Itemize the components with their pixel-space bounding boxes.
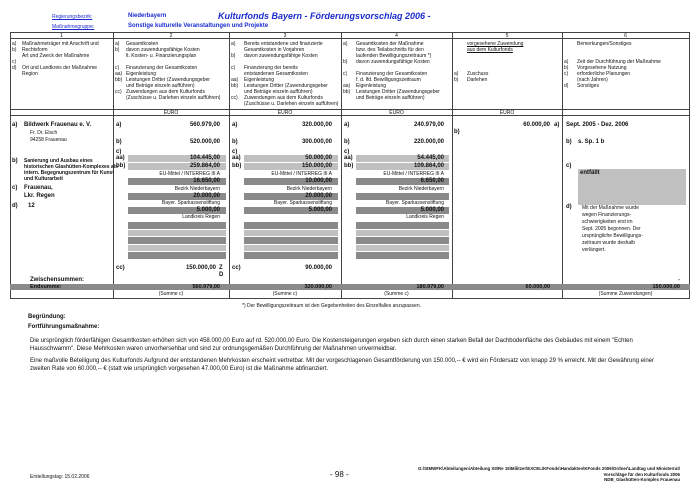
- col-number-6: 6: [624, 33, 627, 39]
- c4-eu-label: EU-Mittel / INTERREG III A: [383, 171, 444, 177]
- regierungsbezirk-value: Niederbayern: [128, 13, 167, 19]
- page-number: - 98 -: [330, 470, 349, 479]
- c2-zuwendungsfaehig: 520.000,00: [189, 139, 220, 145]
- c6-summe-label: (Summe Zuwendungen): [598, 291, 653, 297]
- euro-label-col2: EURO: [163, 110, 179, 116]
- c2-bezirk-value: 20.000,00: [193, 193, 220, 199]
- c6-planungen-value: entfällt: [580, 170, 600, 176]
- c3-eigenleistung: 50.000,00: [305, 155, 332, 161]
- euro-label-col4: EURO: [389, 110, 404, 116]
- c6-dash: -: [678, 277, 680, 283]
- begruendung-subtitle: Fortführungsmaßnahme:: [28, 324, 100, 330]
- ort: Frauenau,: [24, 185, 53, 191]
- c4-bezirk-label: Bezirk Niederbayern: [398, 186, 444, 192]
- begruendung-paragraph-2: Eine maßvolle Beteiligung des Kulturfonds Aufgrund der entstandenen Mehrkosten erscheint vertretbar. Mit der vorgeschlagenen Gesamtförderung von 150.000,-- € wird ein Fördersatz von knapp 29 % erreicht. Mit der Gewährung einer zweiten Rate von 60.000,-- € (statt wie ursprünglich vorgesehen 47.000,00 Euro) ist die Maßnahme abfinanziert.: [30, 358, 655, 372]
- col5-letters: a) b): [454, 71, 459, 83]
- c2-bezirk-label: Bezirk Niederbayern: [174, 186, 220, 192]
- erstellungstag: Erstellungstag: 15.02.2006: [30, 474, 90, 480]
- c2-eu-label: EU-Mittel / INTERREG III A: [159, 171, 220, 177]
- page-title: Kulturfonds Bayern - Förderungsvorschlag 2006 -: [218, 11, 431, 21]
- c3-endsumme: 320.000,00: [304, 284, 332, 290]
- c2-eigenleistung: 104.445,00: [189, 155, 220, 161]
- landkreis: Lkr. Regen: [24, 193, 55, 199]
- c2-zd-d: D: [219, 272, 224, 278]
- col-number-2: 2: [169, 33, 173, 39]
- footnote: *) Der Bewilligungszeitraum ist den Gegebenheiten des Einzelfalles anzupassen.: [242, 303, 421, 309]
- col-number-5: 5: [505, 33, 509, 39]
- col1-letters: a) b) c) d): [12, 41, 17, 71]
- c4-zuwendungsfaehig: 220.000,00: [413, 139, 444, 145]
- col4-header: Gesamtkosten der Maßnahme bzw. des Teilabschnitts für den laufenden Bewilligungszeitraum *) davon zuwendungsfähige Kosten Finanzierung der Gesamtkosten f. d. lfd. Bewilligungszeitraum Eigenleistung Leistungen Dritter (Zuwendungsgeber und Beträge einzeln aufführen): [356, 41, 440, 101]
- c6-sonstiges-value: Mit der Maßnahme wurde wegen Finanzierungs- schwierigkeiten erst im Sept. 2005 begonnen. Der ursprüngliche Bewilligungs- zeitraum wurde deshalb verlängert.: [582, 205, 643, 253]
- c2-summe-label: (Summe c): [158, 291, 184, 297]
- c2-lkr-label: Landkreis Regen: [182, 214, 220, 220]
- traeger-name: Bildwerk Frauenau e. V.: [24, 122, 92, 128]
- zwischensummen-label: Zwischensummen:: [30, 277, 85, 283]
- c5-endsumme: 60.000,00: [525, 284, 550, 290]
- c4-lsst-label: Bayer. Sparkassenstiftung: [385, 200, 444, 206]
- endsumme-label: Endsumme:: [30, 284, 62, 290]
- c2-zd-z: Z: [219, 265, 223, 271]
- traeger-address: 94258 Frauenau: [30, 137, 67, 143]
- region: 12: [28, 203, 35, 209]
- c6-zeit-value: Sept. 2005 - Dez. 2006: [566, 122, 629, 128]
- c2-lsst-value: 5.000,00: [196, 207, 220, 213]
- c4-eigenleistung: 54.445,00: [417, 155, 444, 161]
- c3-eu-label: EU-Mittel / INTERREG III A: [271, 171, 332, 177]
- entry-c-letter: c): [12, 185, 18, 191]
- traeger-person: Fr. Dr. Elsch: [30, 130, 58, 136]
- c3-lsst-value: 5.000,00: [308, 207, 332, 213]
- c3-zuwendungsfaehig: 300.000,00: [301, 139, 332, 145]
- euro-label-col5: EURO: [499, 110, 515, 116]
- begruendung-title: Begründung:: [28, 314, 66, 320]
- col-number-3: 3: [283, 33, 287, 39]
- col2-header: Gesamtkosten davon zuwendungsfähige Kosten lt. Kosten- u. Finanzierungsplan Finanzierung der Gesamtkosten Eigenleistung Leistungen Dritter (Zuwendungsgeber und Beträge einzeln aufführen) Zuwendungen aus dem Kulturfonds (Zuschüsse u. Darlehen einzeln aufführen): [126, 41, 221, 101]
- col3-letters: a) b) c) aa) bb) cc): [231, 41, 239, 101]
- c6-nutzung-value: s. Sp. 1 b: [578, 139, 605, 145]
- regierungsbezirk-label: Regierungsbezirk:: [52, 14, 93, 20]
- c4-gesamtkosten: 240.979,00: [413, 122, 444, 128]
- c4-summe-label: (Summe c): [384, 291, 409, 297]
- col2-letters: a) b) c) aa) bb) cc): [115, 41, 123, 95]
- c4-lkr-label: Landkreis Regen: [406, 214, 444, 220]
- c3-bezirk-label: Bezirk Niederbayern: [286, 186, 332, 192]
- euro-label-col3: EURO: [277, 110, 293, 116]
- col-number-1: 1: [60, 33, 63, 39]
- begruendung-paragraph-1: Die ursprünglich förderfähigen Gesamtkosten erhöhen sich von 458.000,00 Euro auf rd. 520.000,00 Euro. Die Kostensteigerungen ergeben sich durch einen starken Befall der Dachbodenfläche des Gebäudes mit einem "Echten Hausschwamm". Diese Mehrkosten waren unvorhersehbar und sind zur ordnungsgemäßen Durchführung der Maßnahmen unvermeidbar.: [30, 338, 633, 352]
- c4-eu-value: 6.650,00: [420, 178, 444, 184]
- file-path: G:\StMWFK\Abteilungen\Abteilung XII\Re 15\Militzer\EXCEL\KFonds\Handakten\KFonds 2006\Ordner\Landtag und Ministerrat\ Vorschläge für den Kulturfonds 2006 NDB_Glashütten-Komplex Frauenau: [418, 466, 680, 482]
- col4-letters: a) b) c) aa) bb): [343, 41, 351, 95]
- c2-lsst-label: Bayer. Sparkassenstiftung: [161, 200, 220, 206]
- entry-d-letter: d): [12, 203, 18, 209]
- c2-eu-value: 16.650,00: [193, 178, 220, 184]
- c5-zuschuss: 60.000,00: [523, 122, 550, 128]
- c6-endsumme: 150.000,00: [652, 284, 680, 290]
- entry-a-letter: a): [12, 122, 18, 128]
- c2-kulturfonds: 150.000,00: [185, 265, 216, 271]
- c3-leistungen-dritter: 150.000,00: [301, 163, 332, 169]
- c3-kulturfonds: 90.000,00: [305, 265, 332, 271]
- col1-header: Maßnahmeträger mit Anschrift und Rechtsform Art und Zweck der Maßnahme Ort und Landkreis der Maßnahme Region: [22, 41, 99, 77]
- c2-endsumme: 560.979,00: [192, 284, 220, 290]
- c4-endsumme: 180.979,00: [416, 284, 444, 290]
- c3-gesamtkosten: 320.000,00: [301, 122, 332, 128]
- c4-lsst-value: 5.000,00: [420, 207, 444, 213]
- c2-leistungen-dritter: 259.864,00: [189, 163, 220, 169]
- massnahmegruppe-value: Sonstige kulturelle Veranstaltungen und Projekte: [128, 23, 269, 29]
- col6-letters: a) b) c) d): [564, 59, 569, 89]
- c3-bezirk-value: 20.000,00: [305, 193, 332, 199]
- c4-leistungen-dritter: 109.864,00: [413, 163, 444, 169]
- massnahme-zweck: Sanierung und Ausbau eines historischen Glashütten-Komplexes als intern. Begegnungszentrum für Kunst und Kulturarbeit: [24, 158, 118, 182]
- col3-header: Bereits entstandene und finanzierte Gesamtkosten in Vorjahren davon zuwendungsfähige Kosten Finanzierung der bereits entstandenen Gesamtkosten Eigenleistung Leistungen Dritter (Zuwendungsgeber und Beträge einzeln aufführen) Zuwendungen aus dem Kulturfonds (Zuschüsse u. Darlehen einzeln aufführen): [244, 41, 339, 107]
- massnahmegruppe-label: Maßnahmegruppe:: [52, 24, 95, 30]
- entry-b-letter: b): [12, 158, 18, 164]
- col5-header: vorgesehene Zuwendung aus dem Kulturfonds Zuschuss Darlehen: [467, 41, 524, 83]
- c3-eu-value: 10.000,00: [305, 178, 332, 184]
- c3-summe-label: (Summe c): [272, 291, 298, 297]
- col-number-4: 4: [395, 33, 398, 39]
- c3-lsst-label: Bayer. Sparkassenstiftung: [273, 200, 332, 206]
- c2-gesamtkosten: 560.979,00: [189, 122, 220, 128]
- col6-header: Bemerkungen/Sonstiges Zeit der Durchführung der Maßnahme Vorgesehene Nutzung erforderliche Planungen (nach Jahren) Sonstiges: [577, 41, 661, 89]
